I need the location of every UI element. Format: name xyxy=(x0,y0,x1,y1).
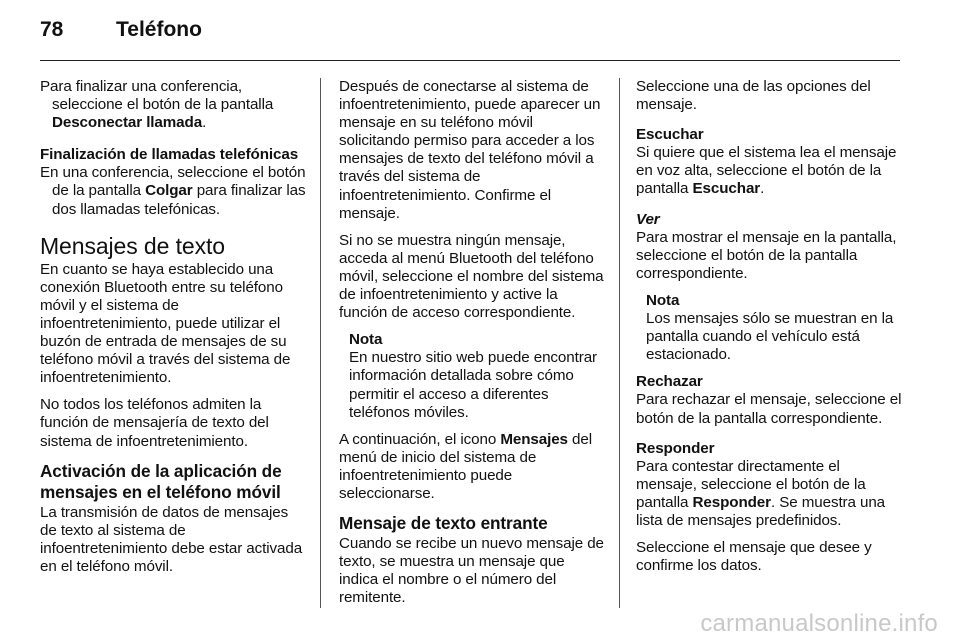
subsection-title-activacion: Activación de la aplicación de mensajes en el teléfono móvil xyxy=(40,460,282,502)
option-title-escuchar: Escuchar xyxy=(636,126,704,144)
paragraph-mensajes-support: No todos los teléfonos admiten la función de mensajería de texto del sistema de infoentretenimiento. xyxy=(40,396,269,450)
subheading-finalizacion: Finalización de llamadas telefónicas xyxy=(40,146,299,164)
note-block-website xyxy=(339,331,605,421)
page-number: 78 xyxy=(40,18,64,41)
watermark-text: carmanualsonline.info xyxy=(700,610,938,637)
column-1 xyxy=(40,78,306,585)
paragraph-entrante: Cuando se recibe un nuevo mensaje de texto, se muestra un mensaje que indica el nombre o el número del remitente. xyxy=(339,535,604,607)
note-title: Nota xyxy=(349,331,383,349)
paragraph-mensajes-intro: En cuanto se haya establecido una conexión Bluetooth entre su teléfono móvil y el sistema de infoentretenimiento, puede utilizar el buzón de entrada de mensajes de su teléfono móvil a través del sistema de infoentretenimiento. xyxy=(40,260,291,387)
column-3 xyxy=(636,78,902,584)
option-title-rechazar: Rechazar xyxy=(636,373,703,391)
option-text-rechazar: Para rechazar el mensaje, seleccione el botón de la pantalla correspondiente. xyxy=(636,391,902,427)
paragraph-finalizacion: En una conferencia, seleccione el botón de la pantalla Colgar para finalizar las dos llamadas telefónicas. xyxy=(40,164,306,218)
header-rule xyxy=(40,60,900,61)
note-block-parked xyxy=(636,292,902,364)
page-header xyxy=(40,18,202,48)
section-title-mensajes: Mensajes de texto xyxy=(40,232,225,259)
option-text-escuchar: Si quiere que el sistema lea el mensaje en voz alta, seleccione el botón de la pantalla Escuchar. xyxy=(636,144,897,198)
bold-colgar: Colgar xyxy=(145,182,193,200)
bold-responder: Responder xyxy=(692,493,771,511)
paragraph-end-conference: Para finalizar una conferencia, seleccione el botón de la pantalla Desconectar llamada. xyxy=(40,78,274,132)
bold-desconectar-llamada: Desconectar llamada xyxy=(52,114,203,132)
column-2 xyxy=(339,78,605,616)
option-text-responder: Para contestar directamente el mensaje, seleccione el botón de la pantalla Responder. Se muestra una lista de mensajes predefinidos. xyxy=(636,457,886,529)
paragraph-activacion: La transmisión de datos de mensajes de texto al sistema de infoentretenimiento debe estar activada en el teléfono móvil. xyxy=(40,503,303,575)
option-title-ver: Ver xyxy=(636,210,660,228)
paragraph-mensajes-icon: A continuación, el icono Mensajes del menú de inicio del sistema de infoentretenimiento puede seleccionarse. xyxy=(339,430,592,502)
note-text: En nuestro sitio web puede encontrar información detallada sobre cómo permitir el acceso a diferentes teléfonos móviles. xyxy=(349,349,597,421)
paragraph-select-option: Seleccione una de las opciones del mensaje. xyxy=(636,78,871,114)
column-divider-1 xyxy=(320,78,321,608)
note-title: Nota xyxy=(646,291,680,309)
option-title-responder: Responder xyxy=(636,439,715,457)
option-responder xyxy=(636,440,902,530)
paragraph-no-message: Si no se muestra ningún mensaje, acceda al menú Bluetooth del teléfono móvil, seleccione el nombre del sistema de infoentretenimiento y active la función de acceso correspondiente. xyxy=(339,231,604,322)
subsection-title-entrante: Mensaje de texto entrante xyxy=(339,513,548,534)
note-text: Los mensajes sólo se muestran en la pantalla cuando el vehículo está estacionado. xyxy=(646,310,894,364)
option-rechazar xyxy=(636,373,902,427)
option-ver xyxy=(636,211,902,283)
bold-escuchar: Escuchar xyxy=(692,180,761,198)
column-divider-2 xyxy=(619,78,620,608)
option-escuchar xyxy=(636,126,902,198)
option-text-ver: Para mostrar el mensaje en la pantalla, seleccione el botón de la pantalla correspondiente. xyxy=(636,228,897,282)
bold-mensajes: Mensajes xyxy=(500,430,568,448)
chapter-title: Teléfono xyxy=(116,18,202,41)
paragraph-confirm: Seleccione el mensaje que desee y confirme los datos. xyxy=(636,539,872,575)
paragraph-after-connect: Después de conectarse al sistema de infoentretenimiento, puede aparecer un mensaje en su teléfono móvil solicitando permiso para acceder a los mensajes de texto del teléfono móvil a través del sistema de infoentretenimiento. Confirme el mensaje. xyxy=(339,78,601,222)
